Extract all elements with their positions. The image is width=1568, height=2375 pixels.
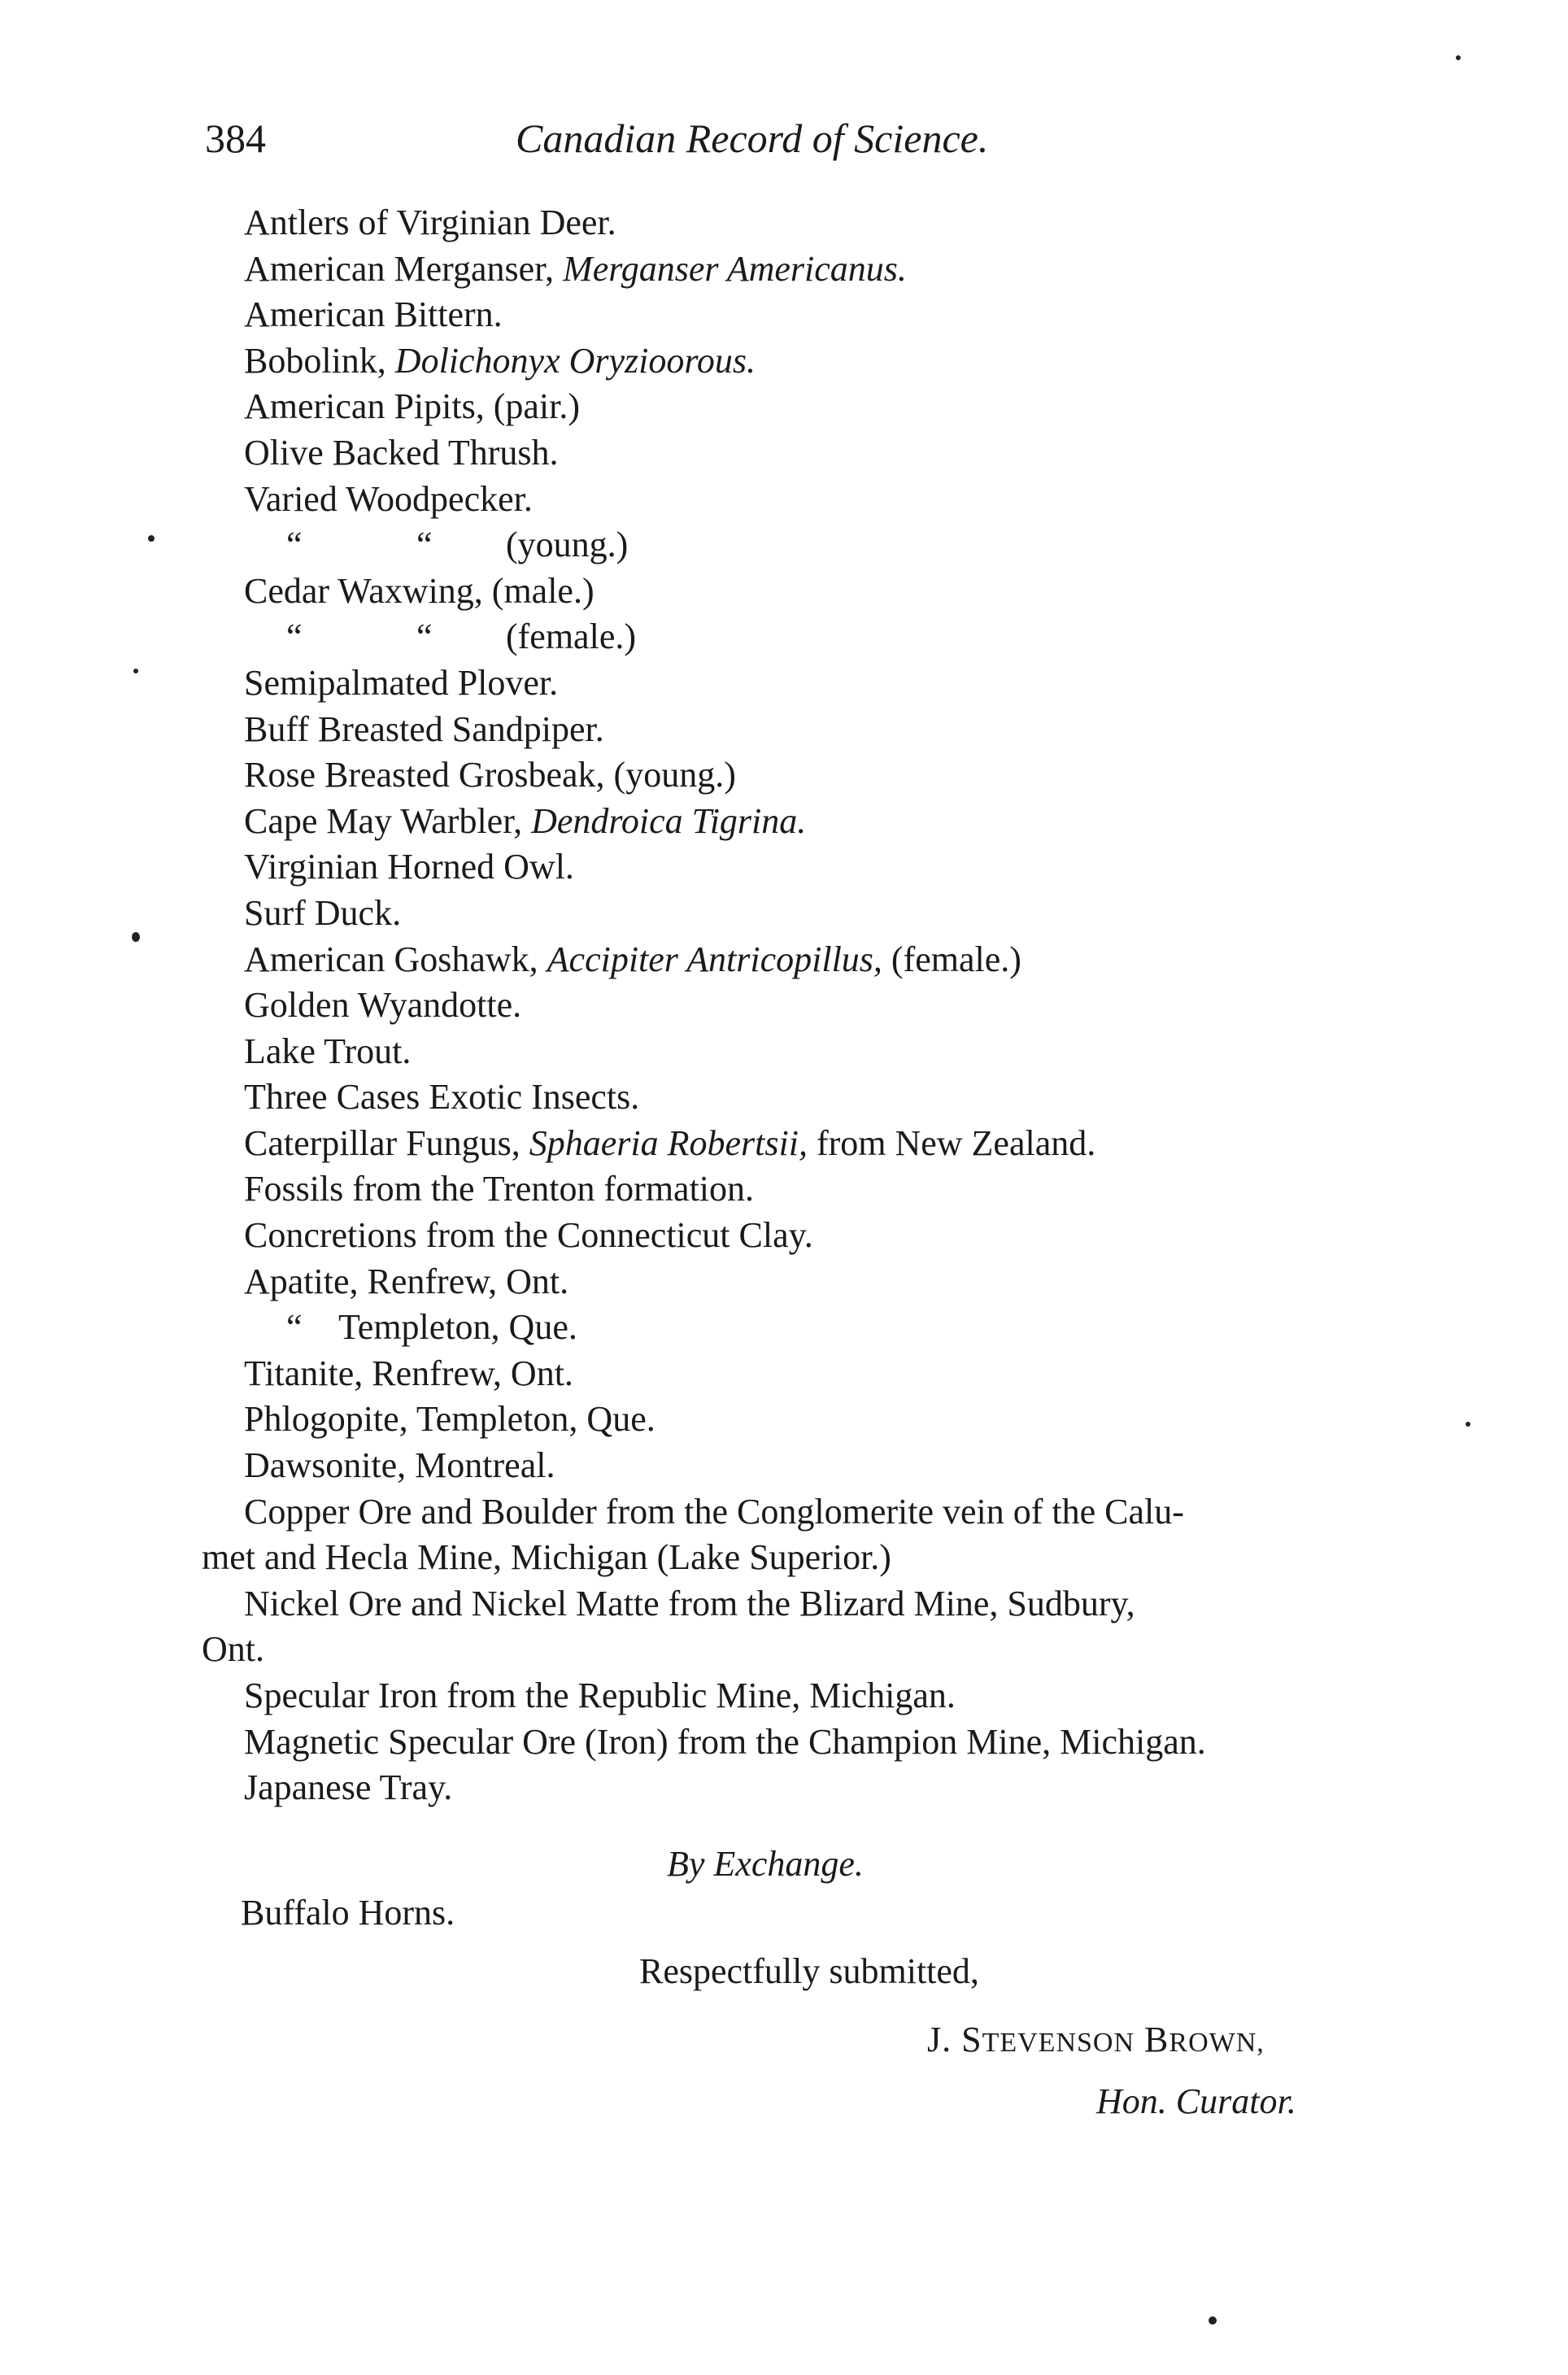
specimen-entry (0, 799, 1568, 845)
entry-text: American Merganser, (244, 248, 564, 289)
ink-speck (1466, 1422, 1470, 1427)
ink-speck (133, 669, 138, 673)
ditto-mark: “ (416, 617, 433, 657)
specimen-entry (0, 891, 1568, 937)
entry-text: Fossils from the Trenton formation. (244, 1169, 755, 1209)
entry-text: Dawsonite, Montreal. (244, 1445, 555, 1486)
ditto-mark: “ (286, 1307, 303, 1348)
entry-text: American Pipits, (pair.) (244, 386, 581, 427)
entry-text: Phlogopite, Templeton, Que. (244, 1399, 656, 1440)
specimen-entry (0, 614, 1568, 660)
scientific-name: Accipiter Antricopillus, (547, 939, 882, 979)
specimen-entry (0, 292, 1568, 338)
entry-text: Three Cases Exotic Insects. (244, 1077, 640, 1118)
specimen-entry (0, 477, 1568, 523)
page-number: 384 (205, 115, 266, 161)
closing-line: Respectfully submitted, (639, 1951, 979, 1991)
entry-text: Lake Trout. (244, 1031, 412, 1071)
specimen-entry (0, 1673, 1568, 1719)
ditto-mark: “ (286, 617, 303, 657)
specimen-entry (0, 1351, 1568, 1397)
entry-text: Rose Breasted Grosbeak, (young.) (244, 755, 736, 795)
entry-text: Specular Iron from the Republic Mine, Michigan. (244, 1676, 956, 1715)
specimen-entry (0, 1489, 1568, 1536)
specimen-entry (0, 1397, 1568, 1443)
specimen-entry (0, 569, 1568, 615)
section-heading-exchange: By Exchange. (667, 1844, 864, 1884)
specimen-entry (0, 338, 1568, 385)
entry-text-after: (female.) (882, 939, 1021, 979)
signature-name (927, 2017, 1265, 2066)
ditto-mark: “ (416, 525, 433, 565)
entry-text: Copper Ore and Boulder from the Conglomerite vein of the Calu- (244, 1491, 1184, 1532)
entry-text: Bobolink, (244, 340, 395, 381)
entry-text-after: from New Zealand. (807, 1122, 1096, 1163)
specimen-entry (0, 844, 1568, 891)
specimen-entry (0, 1443, 1568, 1489)
entry-text: (young.) (506, 525, 629, 565)
entry-text: Buff Breasted Sandpiper. (244, 708, 604, 749)
specimen-entry (0, 384, 1568, 430)
entry-text: Cedar Waxwing, (male.) (244, 570, 595, 611)
entry-text: Magnetic Specular Ore (Iron) from the Champion Mine, Michigan. (244, 1721, 1206, 1762)
entry-text: Nickel Ore and Nickel Matte from the Blizard Mine, Sudbury, (244, 1583, 1135, 1623)
entry-text: Antlers of Virginian Deer. (244, 203, 616, 242)
running-title: Canadian Record of Science. (516, 115, 989, 161)
entry-text: Concretions from the Connecticut Clay. (244, 1215, 813, 1256)
specimen-entry (0, 1259, 1568, 1305)
entry-text: Japanese Tray. (244, 1767, 453, 1808)
entry-text: Olive Backed Thrush. (244, 432, 559, 473)
specimen-entry (0, 937, 1568, 983)
specimen-entry (0, 1765, 1568, 1811)
specimen-entry (0, 983, 1568, 1029)
specimen-entry (0, 1074, 1568, 1121)
specimen-entry (0, 1581, 1568, 1628)
entry-text: (female.) (506, 617, 636, 657)
specimen-entry (0, 752, 1568, 799)
specimen-entry (0, 430, 1568, 477)
entry-text: Titanite, Renfrew, Ont. (244, 1353, 573, 1393)
specimen-entry (0, 246, 1568, 293)
entry-continuation: met and Hecla Mine, Michigan (Lake Superior.) (202, 1537, 891, 1578)
entry-text: American Bittern. (244, 294, 503, 335)
specimen-entry (0, 200, 1568, 246)
specimen-list (0, 200, 1568, 1811)
ink-speck (1456, 55, 1461, 60)
signature-initial: J. S (927, 2020, 982, 2059)
entry-text: Virginian Horned Owl. (244, 847, 574, 887)
scientific-name: Merganser Americanus. (563, 248, 907, 289)
specimen-entry (0, 1305, 1568, 1351)
entry-text: Cape May Warbler, (244, 800, 532, 841)
ink-speck (148, 535, 155, 542)
entry-text: Golden Wyandotte. (244, 985, 522, 1026)
entry-text: Apatite, Renfrew, Ont. (244, 1261, 569, 1301)
specimen-entry (0, 522, 1568, 569)
specimen-entry (0, 1213, 1568, 1259)
exchange-item: Buffalo Horns. (241, 1893, 455, 1933)
scientific-name: Dolichonyx Oryzioorous. (394, 340, 756, 381)
signature-first-smallcaps: TEVENSON (982, 2028, 1135, 2058)
ditto-mark: “ (286, 525, 303, 565)
specimen-entry (0, 1627, 1568, 1673)
specimen-entry (0, 660, 1568, 707)
signature-title: Hon. Curator. (1096, 2081, 1296, 2121)
ink-speck (1209, 2316, 1217, 2325)
specimen-entry (0, 1535, 1568, 1581)
entry-text: American Goshawk, (244, 939, 547, 979)
signature-last-initial: B (1135, 2020, 1169, 2059)
signature-last-smallcaps: ROWN, (1169, 2028, 1265, 2058)
specimen-entry (0, 1029, 1568, 1075)
entry-text: Caterpillar Fungus, (244, 1122, 529, 1163)
ink-speck (132, 932, 140, 942)
page-header (205, 114, 1376, 179)
entry-text: Templeton, Que. (338, 1307, 577, 1348)
scientific-name: Dendroica Tigrina. (531, 800, 807, 841)
entry-text: Varied Woodpecker. (244, 478, 533, 519)
specimen-entry (0, 1719, 1568, 1766)
scientific-name: Sphaeria Robertsii, (529, 1122, 808, 1163)
entry-text: Surf Duck. (244, 892, 402, 933)
specimen-entry (0, 1166, 1568, 1213)
entry-continuation: Ont. (202, 1629, 264, 1670)
specimen-entry (0, 1121, 1568, 1167)
entry-text: Semipalmated Plover. (244, 662, 559, 703)
specimen-entry (0, 707, 1568, 753)
